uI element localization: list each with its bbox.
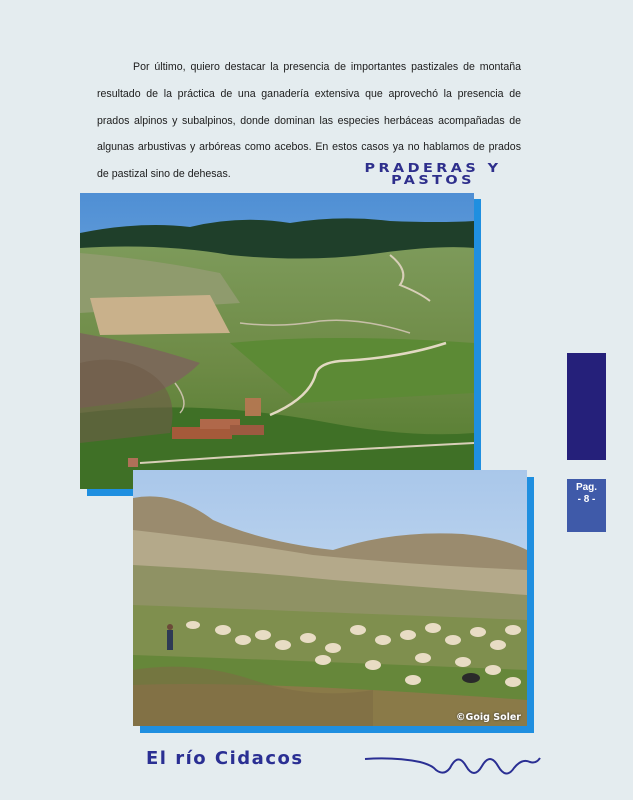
photo-copyright: ©Goig Soler: [456, 712, 521, 723]
body-paragraph: Por último, quiero destacar la presencia de importantes pastizales de montaña resultado de la práctica de una ganadería extensiva que aprovechó la presencia de prados alpinos y subalpinos, donde dominan las especies herbáceas acompañadas de algunas arbustivas y arbóreas como acebos. En estos casos ya no hablamos de prados de pastizal sino de dehesas.: [97, 61, 521, 181]
section-title-line-1: PRADERAS Y: [364, 160, 502, 175]
page-label: Pag.: [575, 482, 598, 493]
footer-title: El río Cidacos: [146, 748, 304, 769]
page-number: - 8 -: [577, 494, 596, 505]
section-title-line-2: PASTOS: [391, 172, 475, 187]
